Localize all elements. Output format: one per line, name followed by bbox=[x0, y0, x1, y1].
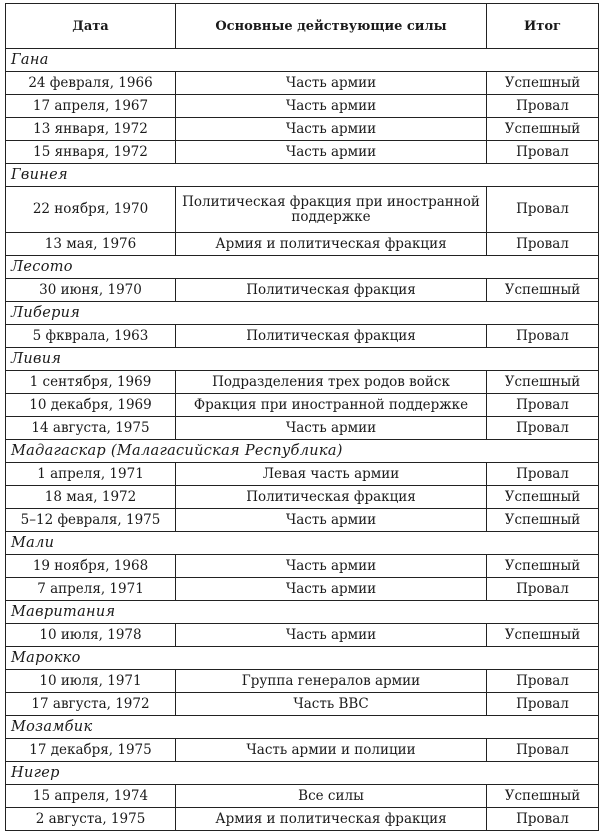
header-result: Итог bbox=[487, 4, 599, 49]
forces-cell: Часть армии bbox=[176, 417, 487, 440]
table-row bbox=[6, 578, 599, 601]
result-cell: Успешный bbox=[487, 118, 599, 141]
header-forces: Основные действующие силы bbox=[176, 4, 487, 49]
table-row bbox=[6, 670, 599, 693]
forces-cell: Часть армии bbox=[176, 72, 487, 95]
date-cell: 10 декабря, 1969 bbox=[6, 394, 176, 417]
date-cell: 10 июля, 1971 bbox=[6, 670, 176, 693]
result-cell: Успешный bbox=[487, 371, 599, 394]
country-group-row bbox=[6, 762, 599, 785]
table-row bbox=[6, 555, 599, 578]
country-name: Гвинея bbox=[6, 164, 599, 187]
result-cell: Провал bbox=[487, 463, 599, 486]
date-cell: 5 фкврала, 1963 bbox=[6, 325, 176, 348]
date-cell: 14 августа, 1975 bbox=[6, 417, 176, 440]
country-group-row bbox=[6, 164, 599, 187]
result-cell: Успешный bbox=[487, 72, 599, 95]
forces-cell: Группа генералов армии bbox=[176, 670, 487, 693]
forces-cell: Часть армии bbox=[176, 578, 487, 601]
coups-table bbox=[5, 3, 599, 831]
table-row bbox=[6, 739, 599, 762]
table-row bbox=[6, 325, 599, 348]
table-row bbox=[6, 187, 599, 233]
forces-cell: Фракция при иностранной поддержке bbox=[176, 394, 487, 417]
forces-cell: Политическая фракция bbox=[176, 325, 487, 348]
country-name: Марокко bbox=[6, 647, 599, 670]
country-group-row bbox=[6, 532, 599, 555]
forces-cell: Подразделения трех родов войск bbox=[176, 371, 487, 394]
forces-cell: Политическая фракция bbox=[176, 486, 487, 509]
header-date: Дата bbox=[6, 4, 176, 49]
forces-cell: Часть армии bbox=[176, 624, 487, 647]
date-cell: 22 ноября, 1970 bbox=[6, 187, 176, 233]
date-cell: 1 сентября, 1969 bbox=[6, 371, 176, 394]
forces-cell: Часть армии и полиции bbox=[176, 739, 487, 762]
table-row bbox=[6, 624, 599, 647]
forces-cell: Армия и политическая фракция bbox=[176, 233, 487, 256]
date-cell: 10 июля, 1978 bbox=[6, 624, 176, 647]
forces-cell: Левая часть армии bbox=[176, 463, 487, 486]
date-cell: 2 августа, 1975 bbox=[6, 808, 176, 831]
result-cell: Провал bbox=[487, 808, 599, 831]
result-cell: Провал bbox=[487, 187, 599, 233]
result-cell: Успешный bbox=[487, 785, 599, 808]
date-cell: 13 мая, 1976 bbox=[6, 233, 176, 256]
table-row bbox=[6, 417, 599, 440]
date-cell: 13 января, 1972 bbox=[6, 118, 176, 141]
country-name: Мавритания bbox=[6, 601, 599, 624]
country-name: Мозамбик bbox=[6, 716, 599, 739]
result-cell: Провал bbox=[487, 417, 599, 440]
header-row bbox=[6, 4, 599, 49]
forces-cell: Часть армии bbox=[176, 118, 487, 141]
forces-cell: Часть ВВС bbox=[176, 693, 487, 716]
result-cell: Провал bbox=[487, 394, 599, 417]
table-row bbox=[6, 463, 599, 486]
table-row bbox=[6, 486, 599, 509]
table-row bbox=[6, 808, 599, 831]
result-cell: Успешный bbox=[487, 279, 599, 302]
country-group-row bbox=[6, 647, 599, 670]
result-cell: Провал bbox=[487, 95, 599, 118]
forces-cell: Часть армии bbox=[176, 509, 487, 532]
forces-cell: Часть армии bbox=[176, 141, 487, 164]
date-cell: 18 мая, 1972 bbox=[6, 486, 176, 509]
forces-cell: Часть армии bbox=[176, 95, 487, 118]
result-cell: Успешный bbox=[487, 624, 599, 647]
table-row bbox=[6, 279, 599, 302]
date-cell: 7 апреля, 1971 bbox=[6, 578, 176, 601]
forces-cell: Часть армии bbox=[176, 555, 487, 578]
date-cell: 1 апреля, 1971 bbox=[6, 463, 176, 486]
date-cell: 5–12 февраля, 1975 bbox=[6, 509, 176, 532]
date-cell: 15 января, 1972 bbox=[6, 141, 176, 164]
table-row bbox=[6, 693, 599, 716]
country-name: Либерия bbox=[6, 302, 599, 325]
country-name: Мали bbox=[6, 532, 599, 555]
country-group-row bbox=[6, 302, 599, 325]
table-row bbox=[6, 141, 599, 164]
result-cell: Успешный bbox=[487, 555, 599, 578]
table-row bbox=[6, 118, 599, 141]
country-name: Лесото bbox=[6, 256, 599, 279]
result-cell: Провал bbox=[487, 233, 599, 256]
table-row bbox=[6, 394, 599, 417]
table-row bbox=[6, 95, 599, 118]
forces-cell: Армия и политическая фракция bbox=[176, 808, 487, 831]
country-group-row bbox=[6, 348, 599, 371]
result-cell: Провал bbox=[487, 670, 599, 693]
country-group-row bbox=[6, 716, 599, 739]
table-row bbox=[6, 233, 599, 256]
country-name: Нигер bbox=[6, 762, 599, 785]
country-group-row bbox=[6, 601, 599, 624]
table-body bbox=[6, 49, 599, 831]
country-name: Ливия bbox=[6, 348, 599, 371]
country-group-row bbox=[6, 49, 599, 72]
result-cell: Успешный bbox=[487, 486, 599, 509]
country-group-row bbox=[6, 440, 599, 463]
forces-cell: Политическая фракция bbox=[176, 279, 487, 302]
forces-cell: Политическая фракция при иностранной поддержке bbox=[176, 187, 487, 233]
country-name: Гана bbox=[6, 49, 599, 72]
table-row bbox=[6, 371, 599, 394]
date-cell: 17 декабря, 1975 bbox=[6, 739, 176, 762]
result-cell: Провал bbox=[487, 141, 599, 164]
date-cell: 30 июня, 1970 bbox=[6, 279, 176, 302]
date-cell: 17 августа, 1972 bbox=[6, 693, 176, 716]
result-cell: Провал bbox=[487, 693, 599, 716]
table-row bbox=[6, 785, 599, 808]
result-cell: Провал bbox=[487, 578, 599, 601]
date-cell: 19 ноября, 1968 bbox=[6, 555, 176, 578]
table-row bbox=[6, 509, 599, 532]
table-row bbox=[6, 72, 599, 95]
forces-cell: Все силы bbox=[176, 785, 487, 808]
result-cell: Успешный bbox=[487, 509, 599, 532]
result-cell: Провал bbox=[487, 325, 599, 348]
date-cell: 24 февраля, 1966 bbox=[6, 72, 176, 95]
date-cell: 15 апреля, 1974 bbox=[6, 785, 176, 808]
country-group-row bbox=[6, 256, 599, 279]
result-cell: Провал bbox=[487, 739, 599, 762]
country-name: Мадагаскар (Малагасийская Республика) bbox=[6, 440, 599, 463]
date-cell: 17 апреля, 1967 bbox=[6, 95, 176, 118]
